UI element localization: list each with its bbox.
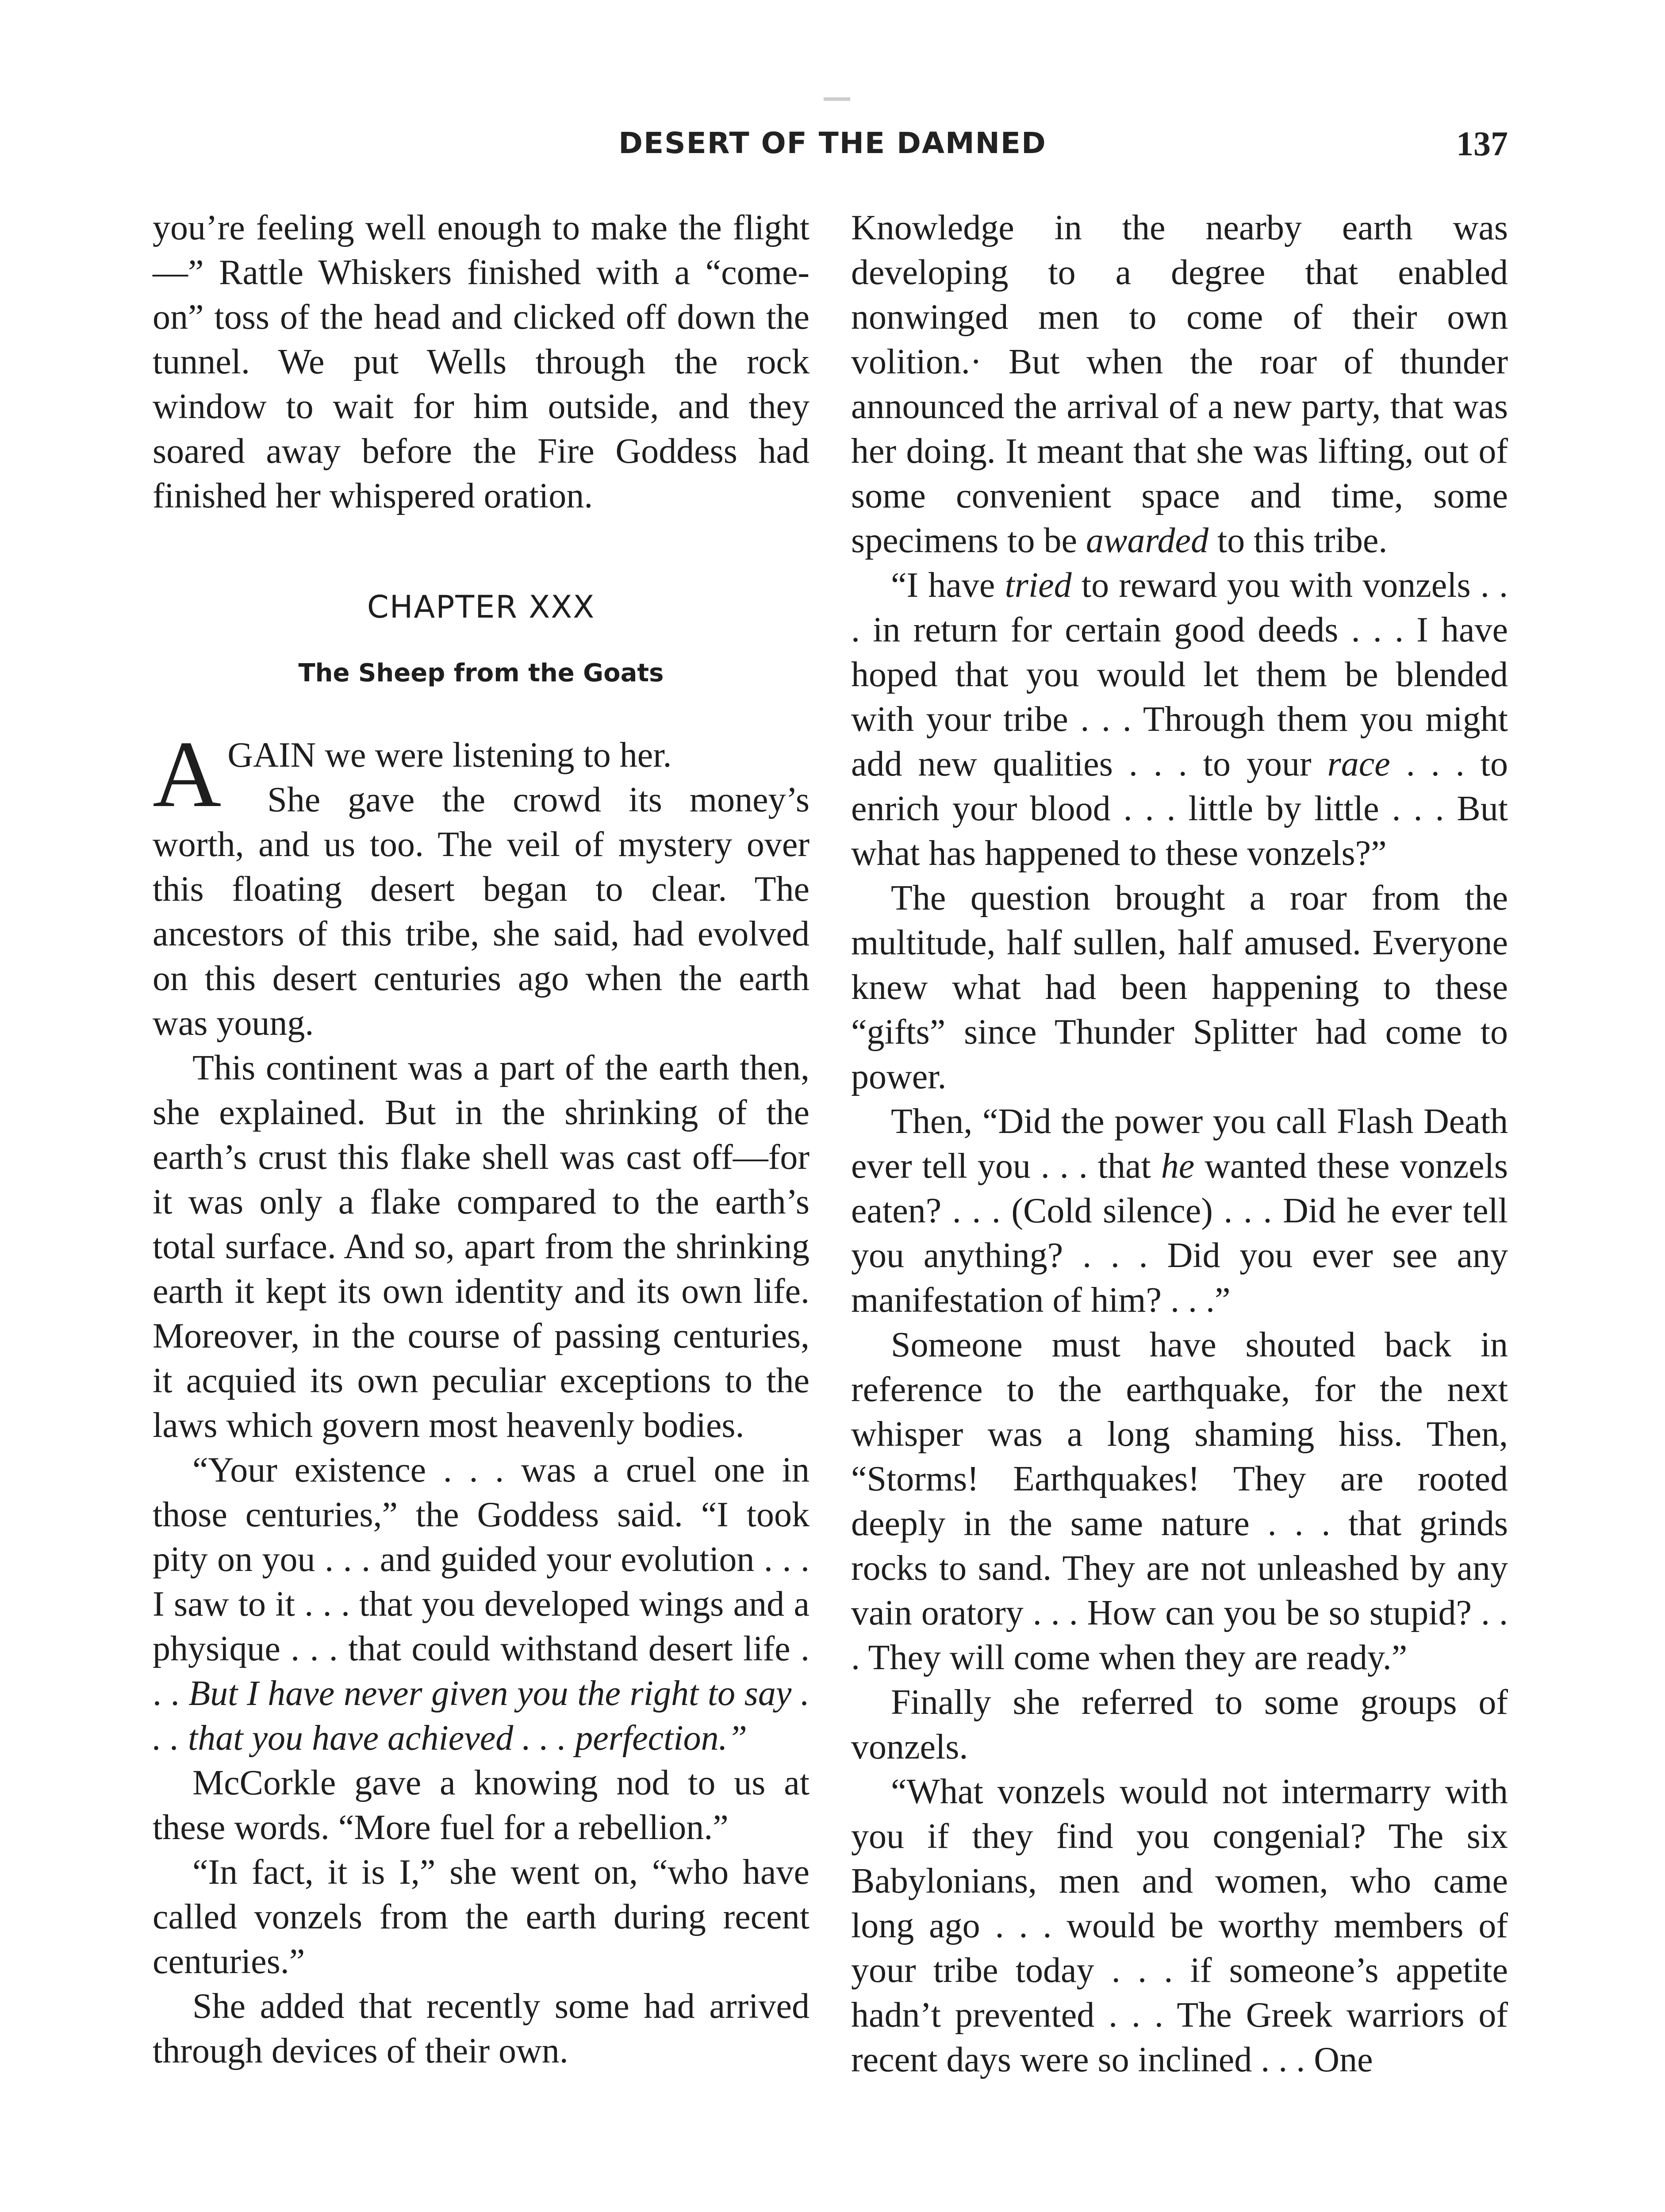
paragraph [851, 1099, 1508, 1323]
paragraph-continued: you’re feeling well enough to make the flight—” Rattle Whiskers finished with a “come-on” toss of the head and clicked off down the tunnel. We put Wells through the rock window to wait for him outside, and they soared away before the Fire Goddess had finished her whispered oration. [153, 208, 809, 515]
running-title: DESERT OF THE DAMNED [618, 126, 1047, 160]
left-column [153, 206, 809, 2074]
opening-paragraph [153, 721, 809, 1046]
paragraph: “In fact, it is I,” she went on, “who have called vonzels from the earth during recent centuries.” [153, 1853, 809, 1981]
right-column [851, 206, 1508, 2082]
page-number: 137 [1456, 124, 1508, 163]
text-run: . . . to enrich your blood . . . little by little . . . But what has happened to these vonzels?” [851, 745, 1508, 873]
speech-italic-text: But I have never given you the right to say . . . that you have achieved . . . perfection.” [153, 1674, 810, 1758]
chapter-heading: CHAPTER XXX [367, 589, 595, 625]
drop-cap: A [153, 721, 222, 827]
paragraph [851, 563, 1508, 876]
text-run: to this tribe. [1208, 521, 1388, 560]
paragraph: “What vonzels would not intermarry with you if they find you congenial? The six Babylonians, men and women, who came long ago . . . would be worthy members of your tribe today . . . if someone’s appetite hadn’t prevented . . . The Greek warriors of recent days were so inclined . . . One [851, 1772, 1508, 2079]
print-mark [824, 97, 850, 101]
text-run: wanted these vonzels eaten? . . . (Cold silence) . . . Did he ever tell you anything? . . . Did you ever see any manifestation of him? . . .” [851, 1147, 1508, 1320]
text-run: “I have [891, 566, 1005, 605]
chapter-subtitle: The Sheep from the Goats [298, 659, 664, 687]
italic-run: tried [1005, 566, 1072, 605]
running-header [0, 122, 1665, 170]
opening-line: GAIN we were listening to her. [227, 736, 672, 775]
paragraph: This continent was a part of the earth then, she explained. But in the shrinking of the earth’s crust this flake shell was cast off—for it was only a flake compared to the earth’s total surface. And so, apart from the shrinking earth it kept its own identity and its own life. Moreover, in the course of passing centuries, it acquied its own peculiar exceptions to the laws which govern most heavenly bodies. [153, 1048, 809, 1445]
text-run: to reward you with vonzels . . . in return for certain good deeds . . . I have hoped that you would let them be blended with your tribe . . . Through them you might add new qualities . . . to your [851, 566, 1508, 783]
paragraph-continued [851, 206, 1508, 563]
italic-run: he [1161, 1147, 1195, 1186]
paragraph: She added that recently some had arrived through devices of their own. [153, 1987, 809, 2070]
speech-text: “Your existence . . . was a cruel one in those centuries,” the Goddess said. “I took pity on you . . . and guided your evolution . . . I saw to it . . . that you developed wings and a physique . . . that could withstand desert life . . . [153, 1451, 809, 1713]
paragraph: Finally she referred to some groups of vonzels. [851, 1683, 1508, 1767]
text-run: Then, “Did the power you call Flash Death ever tell you . . . that [851, 1102, 1508, 1186]
italic-run: race [1327, 745, 1390, 783]
opening-paragraph-text: She gave the crowd its money’s worth, and us too. The veil of mystery over this floating desert began to clear. The ancestors of this tribe, she said, had evolved on this desert centuries ago when the earth was young. [153, 780, 809, 1043]
paragraph: Someone must have shouted back in reference to the earthquake, for the next whisper was a long shaming hiss. Then, “Storms! Earthquakes! They are rooted deeply in the same nature . . . that grinds rocks to sand. They are not unleashed by any vain oratory . . . How can you be so stupid? . . . They will come when they are ready.” [851, 1325, 1508, 1677]
paragraph: The question brought a roar from the multitude, half sullen, half amused. Everyone knew what had been happening to these “gifts” since Thunder Splitter had come to power. [851, 879, 1508, 1096]
text-run: Knowledge in the nearby earth was developing to a degree that enabled nonwinged men to come of their own volition.· But when the roar of thunder announced the arrival of a new party, that was her doing. It meant that she was lifting, out of some convenient space and time, some specimens to be [851, 208, 1508, 560]
paragraph: McCorkle gave a knowing nod to us at these words. “More fuel for a rebellion.” [153, 1763, 809, 1847]
italic-run: awarded [1086, 521, 1209, 560]
paragraph-goddess-speech [153, 1448, 809, 1761]
